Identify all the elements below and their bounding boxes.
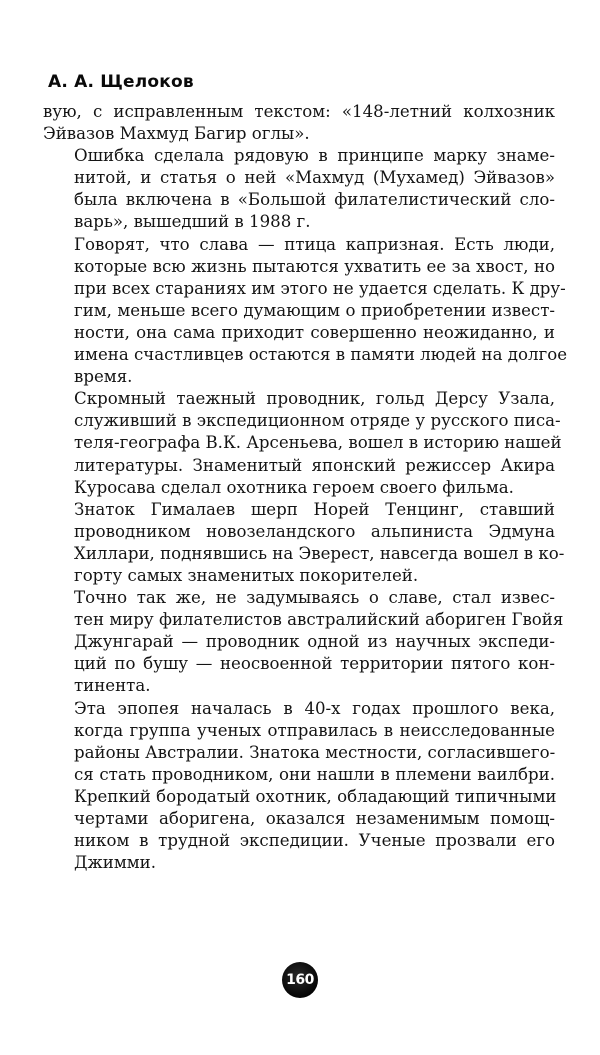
text-line: варь», вышедший в 1988 г. xyxy=(74,212,311,232)
text-line: Джунгарай — проводник одной из научных экспеди- xyxy=(74,632,555,652)
paragraph xyxy=(43,234,568,389)
text-line: литературы. Знаменитый японский режиссер Акира xyxy=(74,455,555,475)
text-line: ся стать проводником, они нашли в племени ваилбри. xyxy=(74,764,555,784)
text-line: Знаток Гималаев шерп Норей Тенцинг, ставший xyxy=(74,499,555,519)
running-head-author: А. А. Щелоков xyxy=(48,72,194,92)
text-line: гим, меньше всего думающим о приобретении извест- xyxy=(74,300,555,320)
paragraph xyxy=(43,388,562,498)
text-line: ций по бушу — неосвоенной территории пятого кон- xyxy=(74,654,555,674)
paragraph xyxy=(43,698,555,875)
text-line: Эйвазов Махмуд Багир оглы». xyxy=(43,124,310,144)
text-line: Ошибка сделала рядовую в принципе марку знаме- xyxy=(74,146,555,166)
text-line: Джимми. xyxy=(74,853,156,873)
text-line: горту самых знаменитых покорителей. xyxy=(74,565,419,585)
text-line: ником в трудной экспедиции. Ученые прозвали его xyxy=(74,831,555,851)
text-line: когда группа ученых отправилась в неисследованные xyxy=(74,720,555,740)
text-line: Крепкий бородатый охотник, обладающий типичными xyxy=(74,786,557,806)
page-number-badge xyxy=(282,962,318,998)
text-line: Скромный таежный проводник, гольд Дерсу Узала, xyxy=(74,389,555,409)
text-line: была включена в «Большой филателистический сло- xyxy=(74,190,555,210)
text-line: чертами аборигена, оказался незаменимым помощ- xyxy=(74,809,555,828)
text-line: тен миру филателистов австралийский абориген Гвойя xyxy=(74,610,564,630)
text-line: вую, с исправленным текстом: «148-летний колхозник xyxy=(43,102,555,121)
text-line: нитой, и статья о ней «Махмуд (Мухамед) Эйвазов» xyxy=(74,168,555,188)
body-text xyxy=(43,101,568,874)
paragraph xyxy=(43,101,555,145)
text-line: Говорят, что слава — птица капризная. Есть люди, xyxy=(74,234,555,254)
text-line: Точно так же, не задумываясь о славе, стал извес- xyxy=(74,588,555,608)
text-line: служивший в экспедиционном отряде у русского писа- xyxy=(74,411,561,431)
text-line: имена счастливцев остаются в памяти людей на долгое xyxy=(74,345,568,365)
text-line: тинента. xyxy=(74,676,151,696)
text-line: проводником новозеландского альпиниста Эдмуна xyxy=(74,521,555,541)
paragraph xyxy=(43,587,564,697)
text-line: время. xyxy=(74,367,133,387)
text-line: при всех стараниях им этого не удается сделать. К дру- xyxy=(74,278,566,298)
paragraph xyxy=(43,499,565,587)
text-line: Эта эпопея началась в 40-х годах прошлого века, xyxy=(74,698,555,718)
text-line: ности, она сама приходит совершенно неожиданно, и xyxy=(74,322,555,342)
paragraph xyxy=(43,145,555,233)
book-page xyxy=(43,68,568,874)
text-line: Хиллари, поднявшись на Эверест, навсегда вошел в ко- xyxy=(74,543,565,563)
text-line: теля-географа В.К. Арсеньева, вошел в историю нашей xyxy=(74,433,562,453)
text-line: районы Австралии. Знатока местности, согласившего- xyxy=(74,742,556,762)
text-line: Куросава сделал охотника героем своего фильма. xyxy=(74,477,514,497)
page-number: 160 xyxy=(286,972,314,988)
text-line: которые всю жизнь пытаются ухватить ее за хвост, но xyxy=(74,256,555,276)
